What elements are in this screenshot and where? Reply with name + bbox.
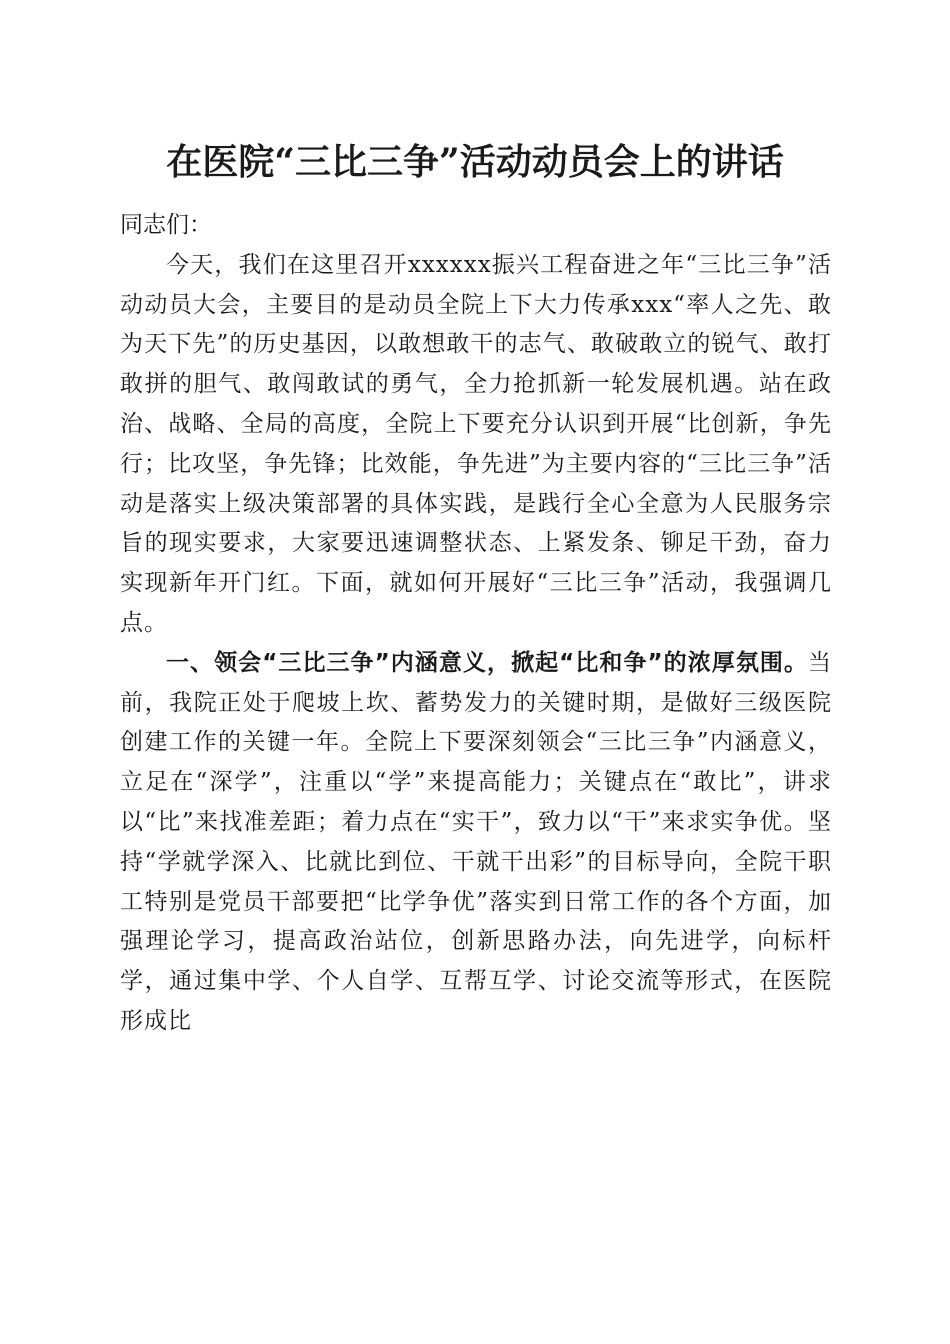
paragraph-intro xyxy=(120,246,832,644)
paragraph-text: 今天，我们在这里召开xxxxxx振兴工程奋进之年“三比三争”活动动员大会，主要目的是动员全院上下大力传承xxx“率人之先、敢为天下先”的历史基因，以敢想敢干的志气、敢破敢立的锐气、敢打敢拼的胆气、敢闯敢试的勇气，全力抢抓新一轮发展机遇。站在政治、战略、全局的高度，全院上下要充分认识到开展“比创新，争先行；比攻坚，争先锋；比效能，争先进”为主要内容的“三比三争”活动是落实上级决策部署的具体实践，是践行全心全意为人民服务宗旨的现实要求，大家要迅速调整状态、上紧发条、铆足干劲，奋力实现新年开门红。下面，就如何开展好“三比三争”活动，我强调几点。 xyxy=(120,251,832,636)
paragraph-text: 当前，我院正处于爬坡上坎、蓄势发力的关键时期，是做好三级医院创建工作的关键一年。全院上下要深刻领会“三比三争”内涵意义，立足在“深学”，注重以“学”来提高能力；关键点在“敢比”，讲求以“比”来找准差距；着力点在“实干”，致力以“干”来求实争优。坚持“学就学深入、比就比到位、干就干出彩”的目标导向，全院干职工特别是党员干部要把“比学争优”落实到日常工作的各个方面，加强理论学习，提高政治站位，创新思路办法，向先进学，向标杆学，通过集中学、个人自学、互帮互学、讨论交流等形式，在医院形成比 xyxy=(120,649,832,1034)
page-title: 在医院“三比三争”活动动员会上的讲话 xyxy=(166,141,784,183)
section-heading: 一、领会“三比三争”内涵意义，掀起“比和争”的浓厚氛围。 xyxy=(166,649,808,676)
document-body xyxy=(120,206,832,1042)
salutation: 同志们： xyxy=(120,212,212,238)
paragraph-section-one xyxy=(120,644,832,1042)
